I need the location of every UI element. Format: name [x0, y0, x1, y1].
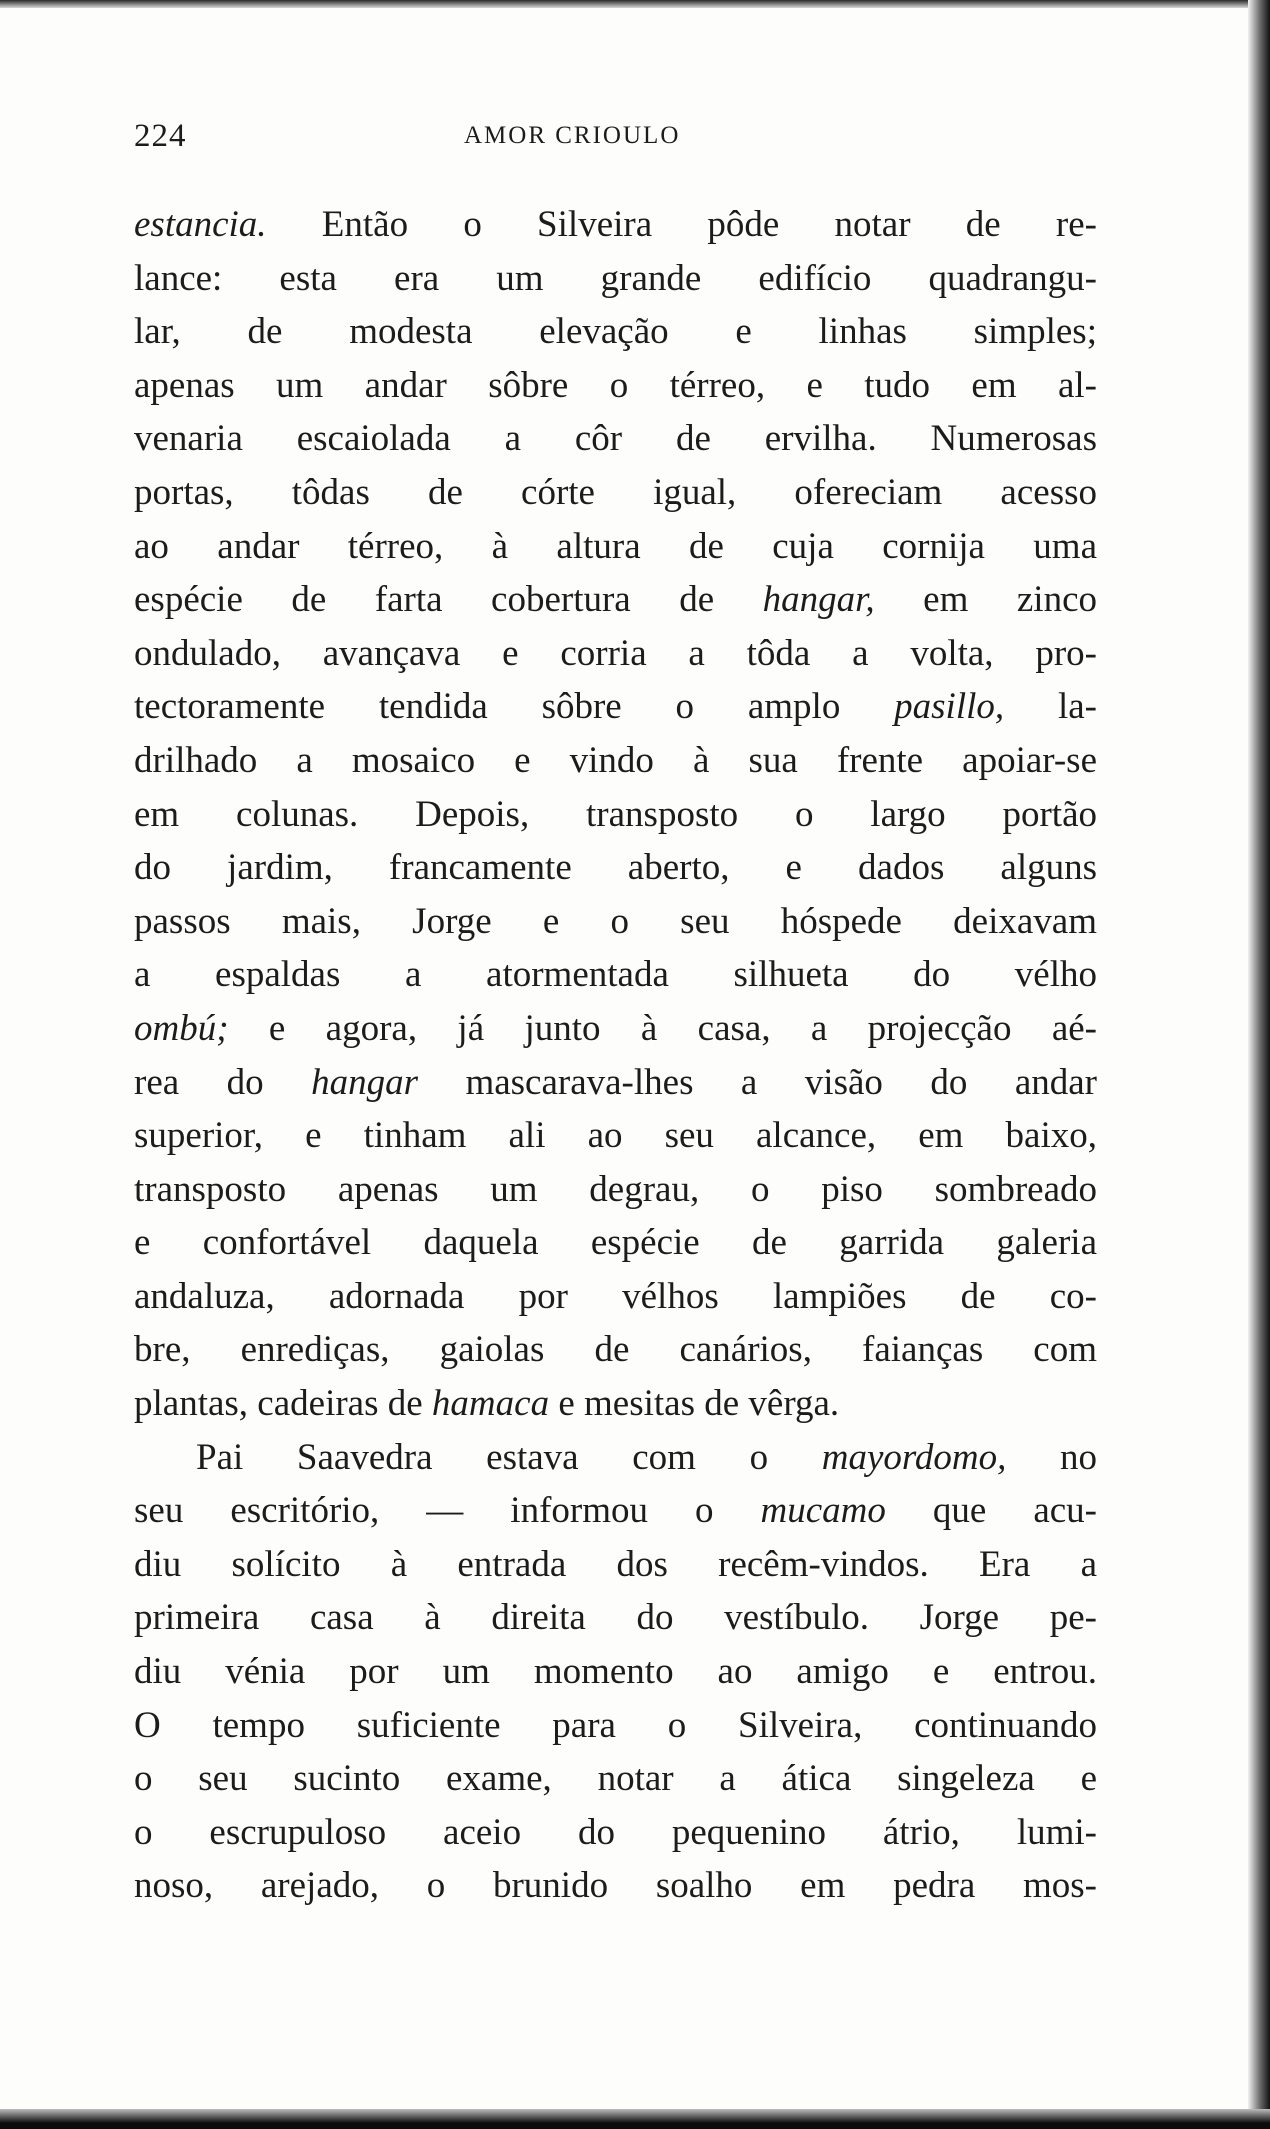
page-number: 224: [134, 118, 187, 154]
text-segment: noso, arejado, o brunido soalho em pedra mos-: [134, 1865, 1097, 1907]
text-segment: rea do: [134, 1061, 312, 1103]
text-segment: no: [1006, 1436, 1097, 1478]
text-segment: apenas um andar sôbre o térreo, e tudo em al-: [134, 364, 1097, 406]
text-line: [134, 680, 1097, 734]
text-segment: venaria escaiolada a côr de ervilha. Numerosas: [134, 418, 1097, 460]
text-segment: O tempo suficiente para o Silveira, continuando: [134, 1704, 1097, 1746]
text-segment: bre, enrediças, gaiolas de canários, faianças com: [134, 1329, 1097, 1371]
text-segment: o seu sucinto exame, notar a ática singeleza e: [134, 1758, 1097, 1800]
text-segment: e mesitas de vêrga.: [549, 1383, 840, 1425]
scan-bottom-edge: [0, 2109, 1270, 2129]
text-segment: tectoramente tendida sôbre o amplo: [134, 686, 895, 728]
text-segment: lar, de modesta elevação e linhas simples;: [134, 311, 1097, 353]
text-segment: plantas, cadeiras de: [134, 1383, 432, 1425]
text-line: [134, 1377, 1097, 1431]
text-line: [134, 1323, 1097, 1377]
text-segment: ao andar térreo, à altura de cuja cornija uma: [134, 525, 1097, 567]
body-text: [134, 198, 1097, 1913]
text-line: [134, 412, 1097, 466]
text-segment: passos mais, Jorge e o seu hóspede deixavam: [134, 900, 1097, 942]
text-segment: la-: [1004, 686, 1097, 728]
text-line: [134, 948, 1097, 1002]
text-segment: e agora, já junto à casa, a projecção aé-: [228, 1007, 1097, 1049]
text-line: [134, 1538, 1097, 1592]
text-segment: espécie de farta cobertura de: [134, 579, 763, 621]
text-line: [134, 841, 1097, 895]
text-segment: portas, tôdas de córte igual, ofereciam acesso: [134, 471, 1097, 513]
text-line: [134, 1270, 1097, 1324]
text-segment: em zinco: [874, 579, 1097, 621]
text-segment: superior, e tinham ali ao seu alcance, em baixo,: [134, 1115, 1097, 1157]
text-line: [134, 466, 1097, 520]
text-line: [134, 1699, 1097, 1753]
text-segment: a espaldas a atormentada silhueta do vélho: [134, 954, 1097, 996]
text-line: [134, 1859, 1097, 1913]
text-line: [134, 252, 1097, 306]
text-line: [134, 520, 1097, 574]
italic-text: mayordomo,: [821, 1436, 1007, 1478]
text-segment: primeira casa à direita do vestíbulo. Jorge pe-: [134, 1597, 1097, 1639]
text-segment: lance: esta era um grande edifício quadrangu-: [134, 257, 1097, 299]
italic-text: hangar: [311, 1061, 418, 1103]
running-title: AMOR CRIOULO: [464, 122, 681, 149]
text-line: [134, 1056, 1097, 1110]
italic-text: pasillo,: [894, 686, 1005, 728]
text-line: [134, 1431, 1097, 1485]
italic-text: mucamo: [760, 1490, 886, 1532]
text-line: [134, 359, 1097, 413]
text-line: [134, 1806, 1097, 1860]
text-line: [134, 734, 1097, 788]
text-segment: drilhado a mosaico e vindo à sua frente apoiar-se: [134, 739, 1097, 781]
text-segment: transposto apenas um degrau, o piso sombreado: [134, 1168, 1097, 1210]
text-line: [134, 305, 1097, 359]
text-segment: seu escritório, — informou o: [134, 1490, 761, 1532]
text-segment: em colunas. Depois, transposto o largo portão: [134, 793, 1097, 835]
text-segment: mascarava-lhes a visão do andar: [417, 1061, 1097, 1103]
text-segment: diu solícito à entrada dos recêm-vindos. Era a: [134, 1543, 1097, 1585]
italic-text: estancia.: [134, 204, 267, 245]
text-segment: que acu-: [885, 1490, 1097, 1532]
text-segment: ondulado, avançava e corria a tôda a volta, pro-: [134, 632, 1097, 674]
text-line: [134, 788, 1097, 842]
page-header: [134, 118, 1094, 158]
text-line: [134, 1163, 1097, 1217]
italic-text: ombú;: [134, 1007, 229, 1049]
text-segment: andaluza, adornada por vélhos lampiões de co-: [134, 1275, 1097, 1317]
text-line: [134, 1002, 1097, 1056]
text-line: [134, 198, 1097, 252]
text-line: [134, 895, 1097, 949]
text-line: [134, 1109, 1097, 1163]
text-segment: o escrupuloso aceio do pequenino átrio, lumi-: [134, 1811, 1097, 1853]
text-line: [134, 1484, 1097, 1538]
text-segment: Então o Silveira pôde notar de re-: [266, 204, 1097, 245]
text-line: [134, 573, 1097, 627]
text-segment: Pai Saavedra estava com o: [196, 1436, 822, 1478]
scan-binding-edge: [1248, 0, 1270, 2129]
italic-text: hangar,: [762, 579, 875, 621]
text-segment: diu vénia por um momento ao amigo e entrou.: [134, 1651, 1097, 1693]
text-line: [134, 1645, 1097, 1699]
text-line: [134, 1216, 1097, 1270]
italic-text: hamaca: [431, 1383, 550, 1425]
text-line: [134, 627, 1097, 681]
text-line: [134, 1752, 1097, 1806]
text-segment: do jardim, francamente aberto, e dados alguns: [134, 847, 1097, 889]
text-line: [134, 1591, 1097, 1645]
text-segment: e confortável daquela espécie de garrida galeria: [134, 1222, 1097, 1264]
scan-top-edge: [0, 0, 1270, 8]
